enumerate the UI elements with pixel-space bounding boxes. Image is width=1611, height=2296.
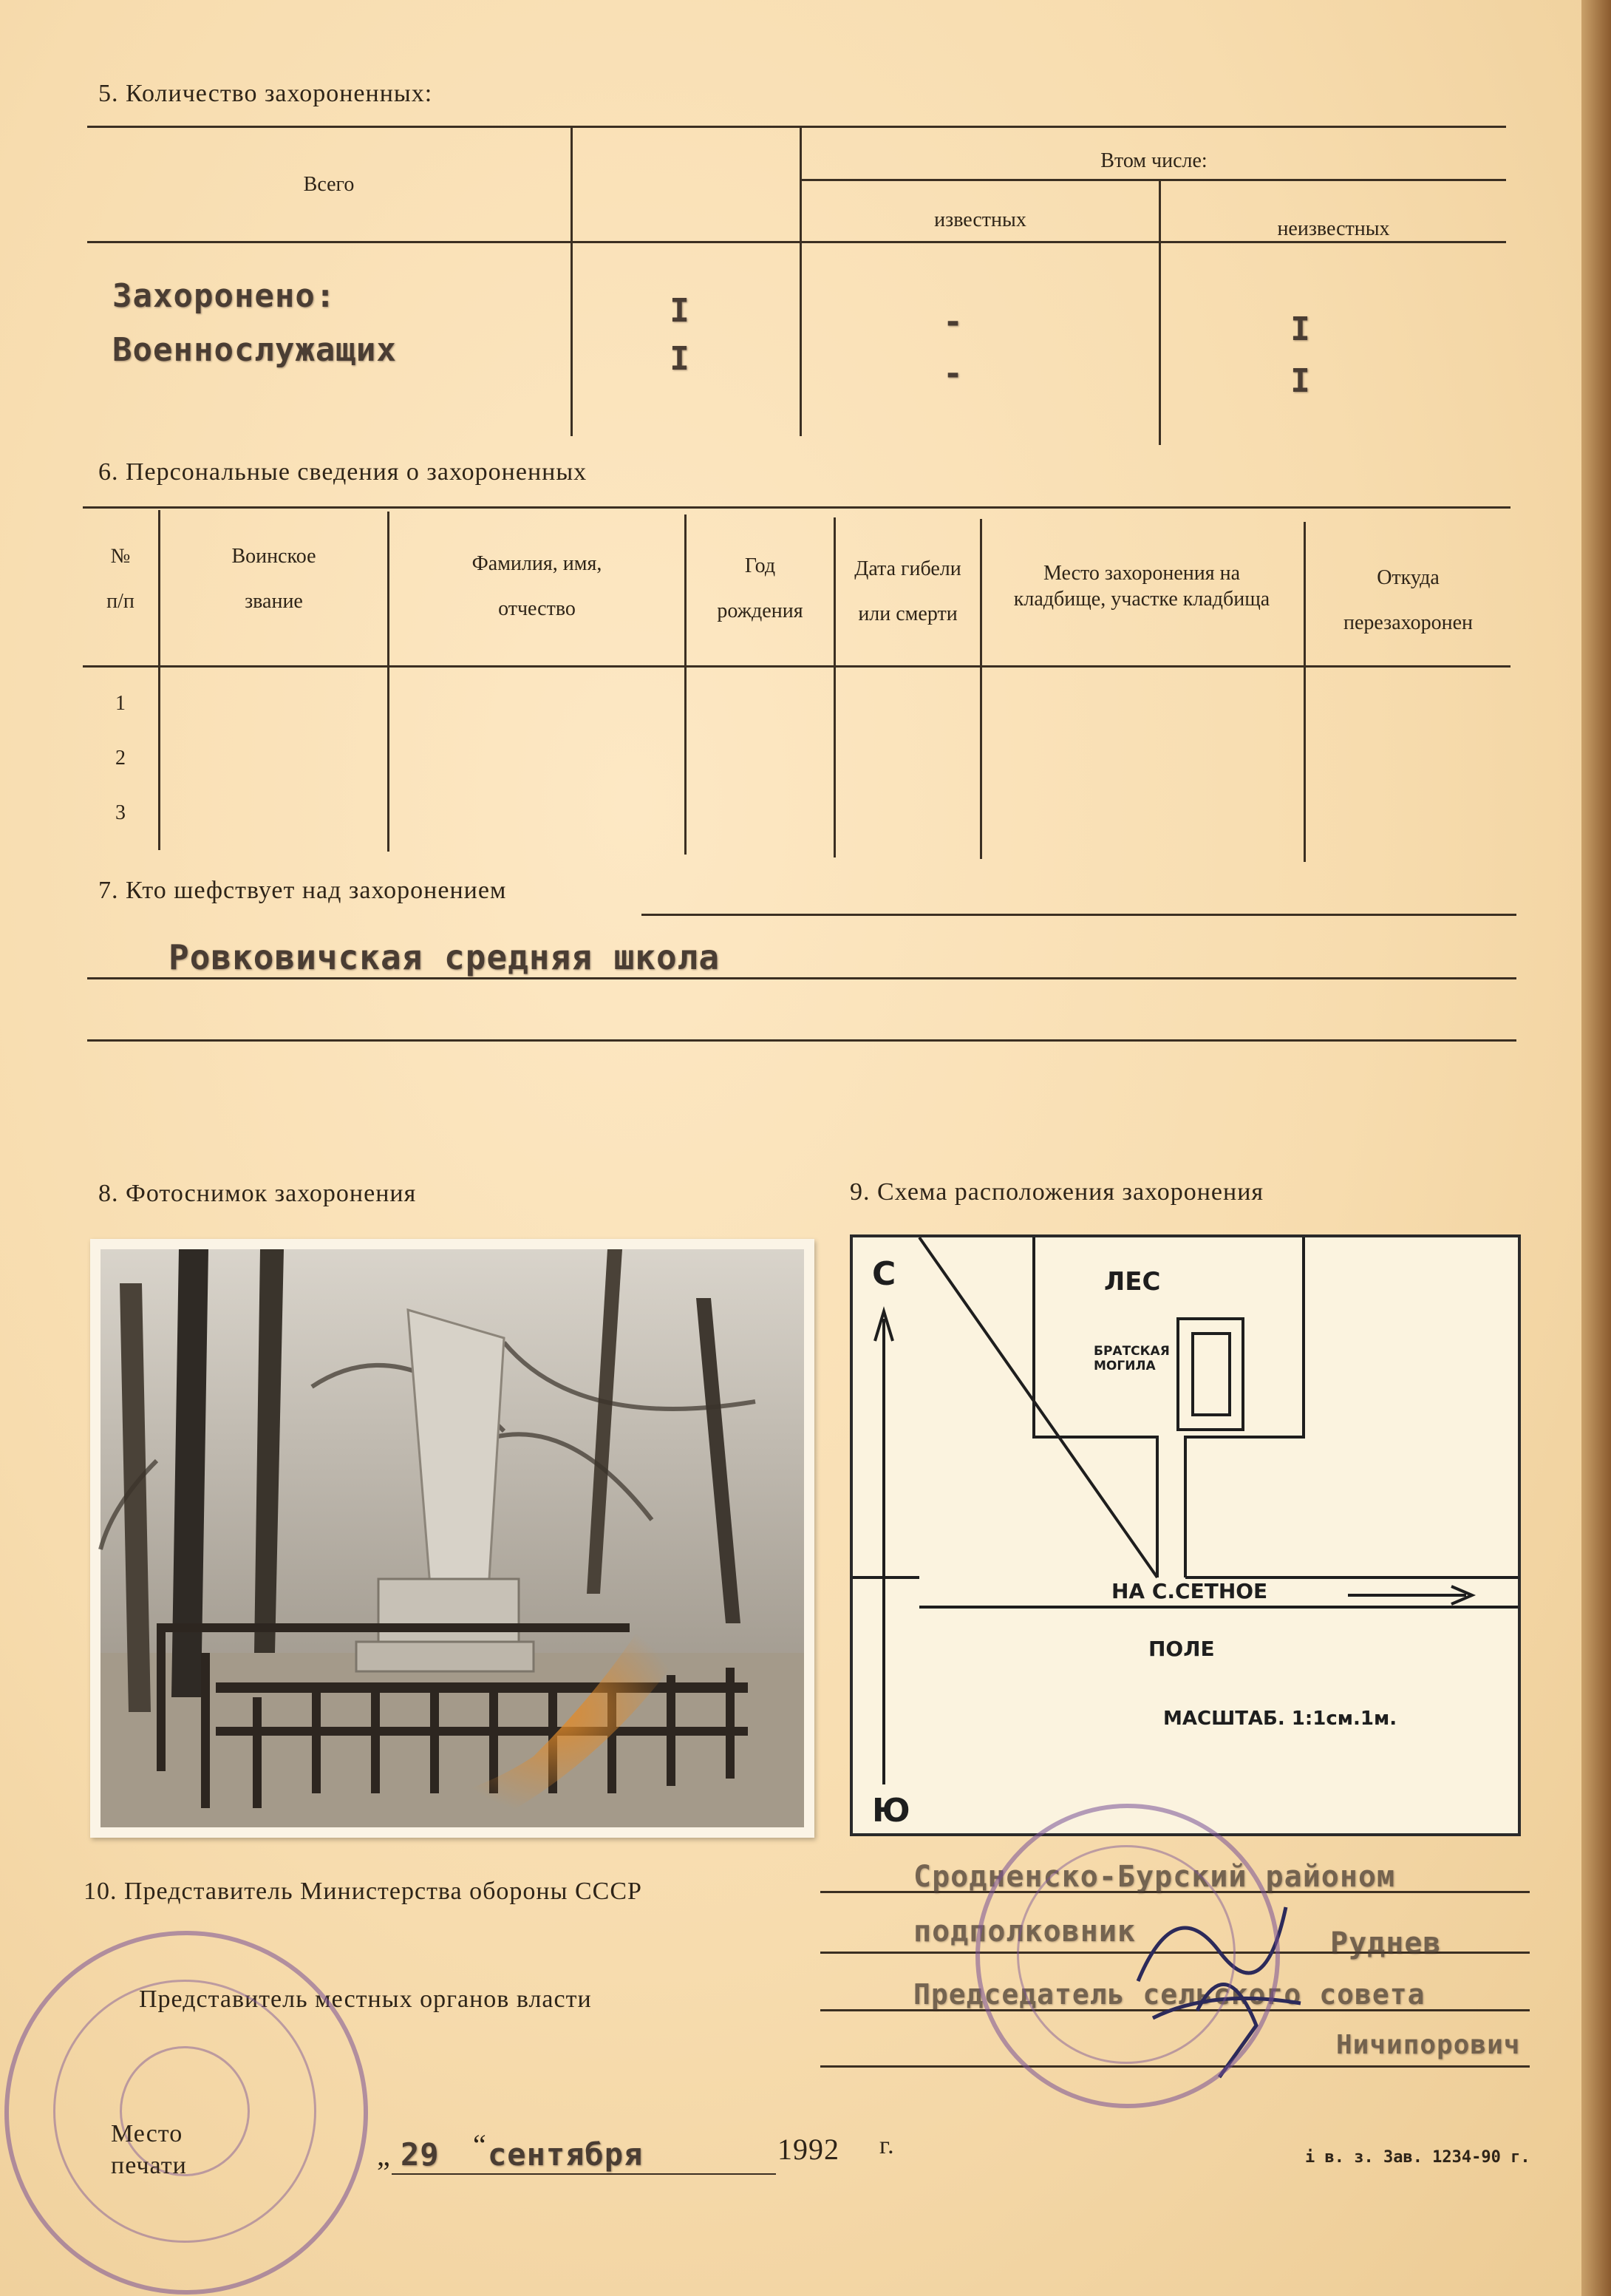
- scheme-grave-label-line2: МОГИЛА: [1094, 1359, 1156, 1374]
- location-scheme-drawing: [853, 1237, 1518, 1833]
- ministry-rep-line2: подполковник: [913, 1915, 1136, 1949]
- table6-header-from: [1306, 565, 1510, 636]
- table5-row-label-buried: Захоронено:: [112, 277, 336, 315]
- table6-header-death-line1: Дата гибели: [854, 557, 961, 580]
- scheme-north-label: С: [872, 1255, 896, 1293]
- scheme-road-label: НА С.СЕТНОЕ: [1111, 1579, 1268, 1603]
- official-stamp-left: [4, 1931, 368, 2295]
- section5-title: 5. Количество захороненных:: [98, 80, 433, 107]
- section9-title: 9. Схема расположения захоронения: [850, 1178, 1264, 1206]
- table5-divider-1: [571, 126, 573, 436]
- date-close-quote: “: [473, 2128, 487, 2161]
- table6-header-name: [389, 551, 684, 622]
- official-stamp-right: [975, 1804, 1280, 2108]
- table6-header-rank-line1: Воинское: [231, 545, 316, 568]
- table5-subheader-line: [802, 179, 1506, 181]
- scheme-grave-label-line1: БРАТСКАЯ: [1094, 1344, 1170, 1359]
- table5-top-line: [87, 126, 1506, 128]
- section7-line-3: [87, 1039, 1516, 1042]
- table6-header-num-line2: п/п: [106, 590, 134, 613]
- date-open-quote: „: [377, 2139, 391, 2172]
- table6-row-1: 1: [115, 692, 126, 715]
- seal-place-line2: печати: [111, 2151, 187, 2179]
- table6-header-rank: [160, 543, 387, 614]
- section6-title: 6. Персональные сведения о захороненных: [98, 458, 587, 486]
- paper-edge-shadow: [1581, 0, 1611, 2296]
- section7-line-1: [641, 914, 1516, 916]
- table6-header-place: Место захоронения на кладбище, участке кладбища: [1013, 562, 1270, 611]
- location-scheme: [850, 1234, 1521, 1836]
- table5-unknown-2: I: [1290, 362, 1311, 400]
- table6-header-death: [836, 556, 980, 627]
- table5-total-2: I: [670, 340, 690, 378]
- section7-line-2: [87, 977, 1516, 979]
- table6-header-num: [83, 543, 158, 614]
- table6-header-death-line2: или смерти: [858, 602, 958, 625]
- date-year-suffix: г.: [879, 2132, 895, 2159]
- table6-header-birth: [687, 553, 834, 624]
- table5-known-2: -: [943, 355, 964, 393]
- table6-header-from-line1: Откуда: [1377, 566, 1440, 589]
- table5-header-known: известных: [934, 208, 1026, 231]
- scheme-grave-label: [1094, 1344, 1170, 1374]
- table6-top-line: [83, 506, 1510, 509]
- burial-photo-image: [90, 1239, 814, 1838]
- print-info: і в. з. Зав. 1234-90 г.: [1305, 2148, 1530, 2167]
- table5-unknown-1: I: [1290, 310, 1311, 348]
- section8-title: 8. Фотоснимок захоронения: [98, 1180, 417, 1207]
- ministry-rep-line1: Сродненско-Бурский районом: [913, 1860, 1396, 1894]
- section10-title: 10. Представитель Министерства обороны СССР: [84, 1878, 642, 1905]
- table5-header-including: Втом числе:: [1100, 149, 1208, 172]
- table5-header-total: Всего: [303, 173, 355, 196]
- table5-header-unknown: неизвестных: [1277, 217, 1390, 240]
- scheme-field-label: ПОЛЕ: [1148, 1637, 1215, 1661]
- table6-header-rank-line2: звание: [245, 590, 303, 613]
- seal-place-line1: Место: [111, 2120, 183, 2147]
- table6-header-num-line1: №: [110, 545, 131, 568]
- ministry-rep-name: Руднев: [1330, 1926, 1442, 1960]
- date-year: 1992: [777, 2133, 839, 2166]
- date-day: 29: [401, 2136, 440, 2173]
- section7-title: 7. Кто шефствует над захоронением: [98, 877, 507, 904]
- seal-place-label: [111, 2119, 187, 2181]
- scheme-south-label: Ю: [872, 1792, 910, 1830]
- table6-header-name-line1: Фамилия, имя,: [471, 552, 602, 575]
- date-line: [392, 2173, 776, 2175]
- table5-row-label-military: Военнослужащих: [112, 331, 397, 369]
- local-rep-title: Представитель местных органов власти: [139, 1986, 592, 2013]
- table6-header-birth-line2: рождения: [717, 600, 803, 622]
- local-rep-line1: Председатель сельского совета: [913, 1978, 1426, 2011]
- table6-header-name-line2: отчество: [498, 597, 576, 620]
- table6-header-from-line2: перезахоронен: [1343, 611, 1473, 634]
- table6-divider-5: [980, 519, 982, 859]
- table6-row-2: 2: [115, 747, 126, 770]
- date-month: сентября: [488, 2136, 644, 2173]
- section7-patron-value: Ровковичская средняя школа: [168, 937, 721, 977]
- table5-total-1: I: [670, 292, 690, 330]
- scheme-forest-label: ЛЕС: [1104, 1267, 1161, 1297]
- scheme-scale-label: МАСШТАБ. 1:1см.1м.: [1163, 1708, 1397, 1730]
- table6-header-birth-line1: Год: [744, 554, 776, 577]
- burial-photo: [90, 1239, 814, 1838]
- local-rep-name: Ничипорович: [1336, 2030, 1521, 2060]
- official-stamp-right-inner: [1017, 1845, 1236, 2064]
- table6-row-3: 3: [115, 801, 126, 824]
- table6-header-bottom-line: [83, 665, 1510, 668]
- table5-known-1: -: [943, 303, 964, 341]
